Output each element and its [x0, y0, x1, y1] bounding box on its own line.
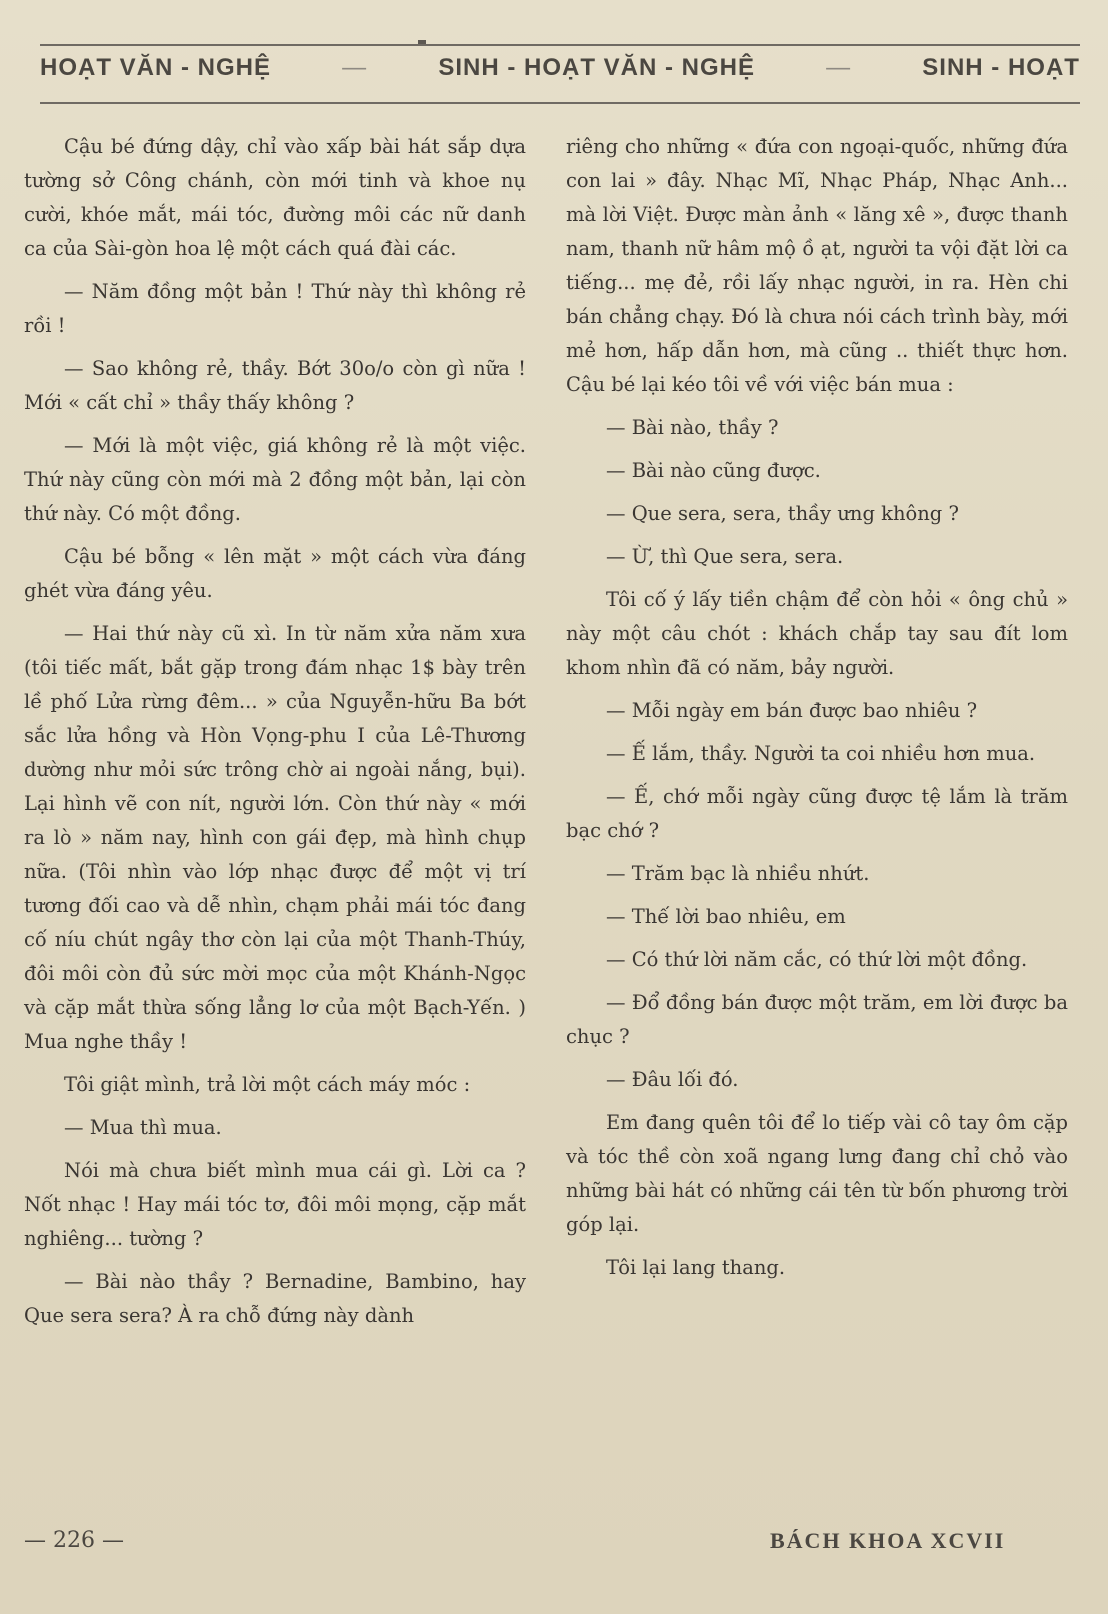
paragraph: Em đang quên tôi để lo tiếp vài cô tay ôm cặp và tóc thề còn xoã ngang lưng đang chỉ chỏ vào những bài hát có những cái tên từ bốn phương trời góp lại.: [566, 1111, 1068, 1236]
paragraph: — Trăm bạc là nhiều nhứt.: [606, 862, 870, 885]
paragraph: — Que sera, sera, thầy ưng không ?: [606, 502, 959, 525]
running-header: [40, 44, 1080, 104]
header-right: SINH - HOẠT: [922, 54, 1080, 81]
paragraph: — Có thứ lời năm cắc, có thứ lời một đồng.: [606, 948, 1028, 971]
paragraph: — Ế lắm, thầy. Người ta coi nhiều hơn mua.: [606, 742, 1036, 765]
paragraph: — Đâu lối đó.: [606, 1068, 739, 1091]
paragraph: Tôi cố ý lấy tiền chậm để còn hỏi « ông chủ » này một câu chót : khách chắp tay sau đít lom khom nhìn đã có năm, bảy người.: [566, 588, 1068, 679]
paragraph: Tôi giật mình, trả lời một cách máy móc :: [64, 1073, 471, 1096]
page-number: — 226 —: [24, 1528, 124, 1553]
paragraph: — Ế, chớ mỗi ngày cũng được tệ lắm là trăm bạc chớ ?: [566, 785, 1068, 842]
header-separator: —: [342, 54, 368, 81]
paragraph: — Đổ đồng bán được một trăm, em lời được ba chục ?: [566, 991, 1068, 1048]
paragraph: Cậu bé bỗng « lên mặt » một cách vừa đáng ghét vừa đáng yêu.: [24, 545, 526, 602]
paragraph: — Thế lời bao nhiêu, em: [606, 905, 846, 928]
paragraph: riêng cho những « đứa con ngoại-quốc, những đứa con lai » đây. Nhạc Mĩ, Nhạc Pháp, Nhạc Anh... mà lời Việt. Được màn ảnh « lăng xê », được thanh nam, thanh nữ hâm mộ ồ ạt, người ta vội đặt lời ca tiếng... mẹ đẻ, rồi lấy nhạc người, in ra. Hèn chi bán chẳng chạy. Đó là chưa nói cách trình bày, mới mẻ hơn, hấp dẫn hơn, mà cũng .. thiết thực hơn. Cậu bé lại kéo tôi về với việc bán mua :: [566, 135, 1068, 396]
right-column: [566, 130, 1068, 1294]
paragraph: — Sao không rẻ, thầy. Bớt 30o/o còn gì nữa ! Mới « cất chỉ » thầy thấy không ?: [24, 357, 526, 414]
header-left: HOẠT VĂN - NGHỆ: [40, 54, 271, 81]
paragraph: Tôi lại lang thang.: [606, 1256, 786, 1279]
left-column: [24, 130, 526, 1342]
paragraph: Nói mà chưa biết mình mua cái gì. Lời ca ? Nốt nhạc ! Hay mái tóc tơ, đôi môi mọng, cặp mắt nghiêng... tường ?: [24, 1159, 526, 1250]
paragraph: — Bài nào, thầy ?: [606, 416, 779, 439]
paragraph: — Năm đồng một bản ! Thứ này thì không rẻ rồi !: [24, 280, 526, 337]
paragraph: — Bài nào cũng được.: [606, 459, 821, 482]
paragraph: — Mua thì mua.: [64, 1116, 222, 1139]
journal-title: BÁCH KHOA XCVII: [770, 1528, 1006, 1553]
paragraph: — Mới là một việc, giá không rẻ là một việc. Thứ này cũng còn mới mà 2 đồng một bản, lại còn thứ này. Có một đồng.: [24, 434, 526, 525]
paragraph: — Hai thứ này cũ xì. In từ năm xửa năm xưa (tôi tiếc mất, bắt gặp trong đám nhạc 1$ bày trên lề phố Lửa rừng đêm... » của Nguyễn-hữu Ba bớt sắc lửa hồng và Hòn Vọng-phu I của Lê-Thương dường như mỏi sức trông chờ ai ngoài nắng, bụi). Lại hình vẽ con nít, người lớn. Còn thứ này « mới ra lò » năm nay, hình con gái đẹp, mà hình chụp nữa. (Tôi nhìn vào lớp nhạc được để một vị trí tương đối cao và dễ nhìn, chạm phải mái tóc đang cố níu chút ngây thơ còn lại của một Thanh-Thúy, đôi môi còn đủ sức mời mọc của một Khánh-Ngọc và cặp mắt thừa sống lẳng lơ của một Bạch-Yến. ) Mua nghe thầy !: [24, 622, 526, 1053]
header-center: SINH - HOẠT VĂN - NGHỆ: [438, 54, 755, 81]
paragraph: — Ừ, thì Que sera, sera.: [606, 545, 844, 568]
paragraph: — Bài nào thầy ? Bernadine, Bambino, hay Que sera sera? À ra chỗ đứng này dành: [24, 1270, 526, 1327]
paragraph: Cậu bé đứng dậy, chỉ vào xấp bài hát sắp dựa tường sở Công chánh, còn mới tinh và khoe nụ cười, khóe mắt, mái tóc, đường môi các nữ danh ca của Sài-gòn hoa lệ một cách quá đài các.: [24, 135, 526, 260]
paragraph: — Mỗi ngày em bán được bao nhiêu ?: [606, 699, 978, 722]
header-separator: —: [826, 54, 852, 81]
